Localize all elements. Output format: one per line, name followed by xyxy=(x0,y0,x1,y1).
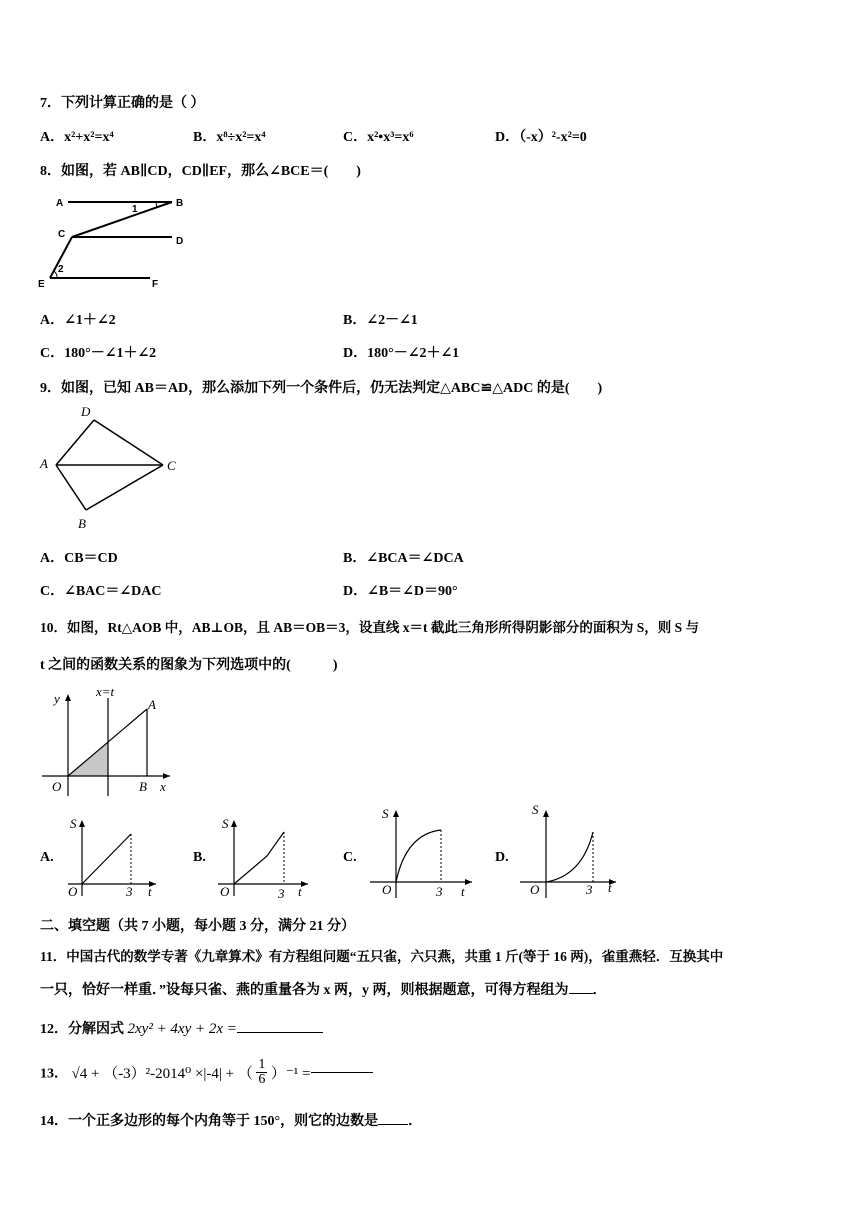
q10-label-y: y xyxy=(54,691,60,706)
q9-label-b: B xyxy=(78,516,86,531)
q12-num: 12． xyxy=(40,1022,68,1037)
q10-option-b-letter: B. xyxy=(193,850,206,865)
q10c-label-3: 3 xyxy=(436,884,443,899)
q10d-label-t: t xyxy=(608,880,612,895)
q8-option-c: C．180°－∠1＋∠2 xyxy=(40,346,157,361)
q9-option-d: D．∠B＝∠D＝90° xyxy=(343,584,458,599)
q10d-label-s: S xyxy=(532,802,539,817)
q10-option-d-letter: D. xyxy=(495,850,509,865)
q13-fraction-denominator: 6 xyxy=(258,1072,266,1087)
q10-stem-line2: t 之间的函数关系的图象为下列选项中的( ) xyxy=(40,658,338,673)
q10c-label-t: t xyxy=(461,884,465,899)
q10b-label-s: S xyxy=(222,816,229,831)
q7-stem: 7．下列计算正确的是（ ） xyxy=(40,96,205,111)
q13-num: 13． xyxy=(40,1066,68,1082)
q13-part2: ）⁻¹ = xyxy=(270,1066,311,1082)
q9-option-a: A．CB＝CD xyxy=(40,551,118,566)
q11-stem-line2-text: 一只，恰好一样重．”设每只雀、燕的重量各为 x 两，y 两，则根据题意，可得方程组为 xyxy=(40,983,569,998)
q9-stem: 9．如图，已知 AB＝AD，那么添加下列一个条件后，仍无法判定△ABC≌△ADC 的是( ) xyxy=(40,381,603,396)
q9-label-a: A xyxy=(40,456,48,471)
q13-answer-blank[interactable] xyxy=(311,1072,373,1073)
q8-option-d: D．180°－∠2＋∠1 xyxy=(343,346,460,361)
q10b-label-3: 3 xyxy=(278,886,285,901)
q14-tail: ． xyxy=(408,1114,423,1129)
q14-answer-blank[interactable] xyxy=(378,1124,408,1125)
q12-expr: 2xy² + 4xy + 2x = xyxy=(127,1021,237,1037)
q13-fraction-numerator: 1 xyxy=(258,1057,266,1072)
q8-option-a: A．∠1＋∠2 xyxy=(40,313,116,328)
q10-graph-b xyxy=(212,808,312,900)
q7-option-c: C．x²•x³=x⁶ xyxy=(343,130,414,145)
q11-stem-line1: 11．中国古代的数学专著《九章算术》有方程组问题“五只雀，六只燕，共重 1 斤(等于 16 两)，雀重燕轻．互换其中 xyxy=(40,949,724,964)
q9-label-c: C xyxy=(167,458,176,473)
q14-line xyxy=(40,1110,422,1130)
q10a-label-s: S xyxy=(70,816,77,831)
q10-label-a: A xyxy=(148,697,156,712)
q13-line xyxy=(40,1058,373,1087)
q10d-label-o: O xyxy=(530,882,540,897)
q13-part1: √4 + （-3）²-2014⁰ ×|-4| + （ xyxy=(71,1066,253,1082)
q10a-label-t: t xyxy=(148,884,152,899)
q14-text: 14．一个正多边形的每个内角等于 150°，则它的边数是 xyxy=(40,1114,379,1129)
q8-label-angle1: 1 xyxy=(132,204,138,215)
q8-label-b: B xyxy=(176,198,184,209)
q7-option-a: A．x²+x²=x⁴ xyxy=(40,130,114,145)
q8-label-angle2: 2 xyxy=(58,264,64,275)
q10-label-xt: x=t xyxy=(96,684,115,699)
q10-graph-c xyxy=(368,800,478,900)
q10-option-a-letter: A. xyxy=(40,850,54,865)
q10a-label-o: O xyxy=(68,884,78,899)
q10-option-c-letter: C. xyxy=(343,850,357,865)
q8-label-e: E xyxy=(38,279,45,290)
q9-option-b: B．∠BCA＝∠DCA xyxy=(343,551,464,566)
q7-option-b: B．x⁸÷x²=x⁴ xyxy=(193,130,266,145)
q8-stem: 8．如图，若 AB∥CD，CD∥EF，那么∠BCE＝( ) xyxy=(40,164,361,179)
q10-label-o: O xyxy=(52,779,62,794)
q10b-label-t: t xyxy=(298,884,302,899)
q9-label-d: D xyxy=(81,404,91,419)
q10d-label-3: 3 xyxy=(586,882,593,897)
q12-line xyxy=(40,1018,323,1038)
q10-graph-a xyxy=(60,810,160,900)
q10-label-b: B xyxy=(139,779,147,794)
q12-answer-blank[interactable] xyxy=(237,1032,323,1033)
q10-stem-line1: 10．如图，Rt△AOB 中，AB⊥OB，且 AB＝OB＝3，设直线 x＝t 截此三角形所得阴影部分的面积为 S，则 S 与 xyxy=(40,620,699,635)
q10b-label-o: O xyxy=(220,884,230,899)
q10c-label-o: O xyxy=(382,882,392,897)
section-title-fill-blank: 二、填空题（共 7 小题，每小题 3 分，满分 21 分） xyxy=(40,919,355,934)
q8-label-a: A xyxy=(56,198,64,209)
q11-stem-line2 xyxy=(40,979,607,999)
q8-option-b: B．∠2－∠1 xyxy=(343,313,418,328)
q8-label-c: C xyxy=(58,229,66,240)
q8-figure xyxy=(38,192,198,292)
q8-label-f: F xyxy=(152,279,159,290)
q10-main-figure xyxy=(36,684,186,799)
q13-fraction xyxy=(256,1058,267,1087)
q11-tail: ． xyxy=(592,983,607,998)
q9-figure xyxy=(36,402,186,532)
q12-text: 分解因式 xyxy=(68,1022,124,1037)
q8-label-d: D xyxy=(176,236,184,247)
q9-option-c: C．∠BAC＝∠DAC xyxy=(40,584,162,599)
q10a-label-3: 3 xyxy=(126,884,133,899)
q10c-label-s: S xyxy=(382,806,389,821)
q10-label-x: x xyxy=(160,779,166,794)
q7-option-d: D．（-x）²-x²=0 xyxy=(495,130,587,145)
q10-graph-d xyxy=(518,800,623,900)
q11-answer-blank[interactable] xyxy=(569,993,593,994)
